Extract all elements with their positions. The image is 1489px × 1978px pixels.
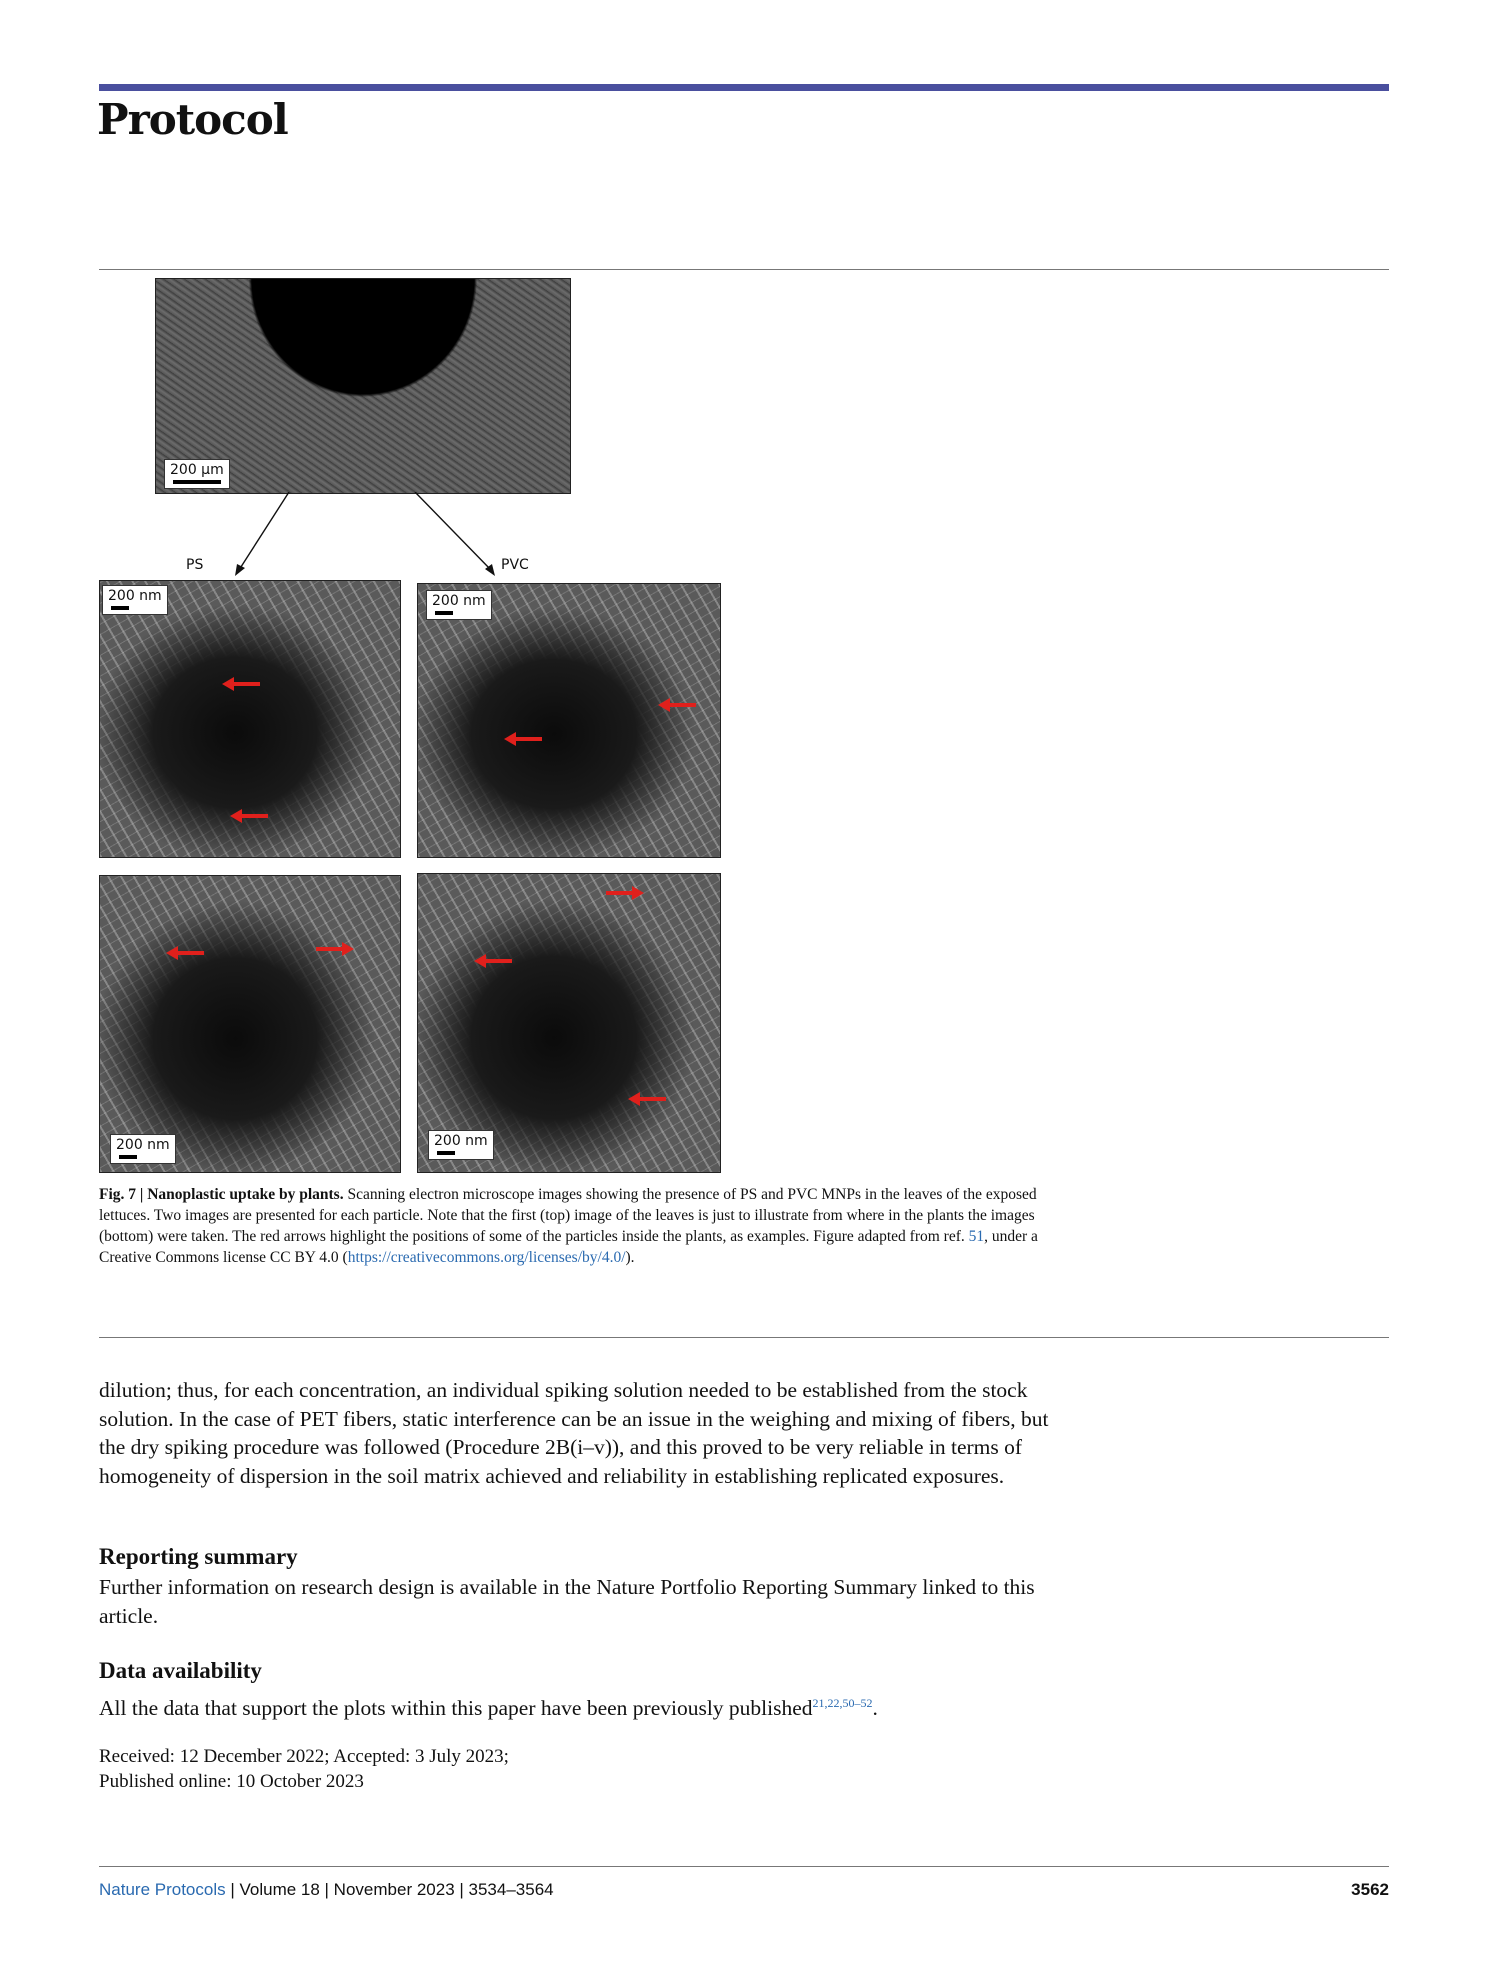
caption-text: Scanning electron microscope images showing the presence of PS and PVC MNPs in the leaves of the exposed lettuces. Two images are presented for each particle. Note that the first (top) image of the leaves is just to illustrate from where in the plants the images (bottom) were taken. The red arrows highlight the positions of some of the particles inside the plants, as examples. Figure adapted from ref. xyxy=(99,1186,1037,1245)
body-paragraph: dilution; thus, for each concentration, an individual spiking solution needed to be established from the stock solution. In the case of PET fibers, static interference can be an issue in the weighing and mixing of fibers, but the dry spiking procedure was followed (Procedure 2B(i–v)), and this proved to be very reliable in terms of homogeneity of dispersion in the soil matrix achieved and reliability in establishing replicated exposures. xyxy=(99,1378,1049,1488)
scale-bar-pvc-top: 200 nm xyxy=(426,590,492,620)
red-arrow xyxy=(166,946,206,960)
section-title: Protocol xyxy=(97,95,288,144)
published-online: Published online: 10 October 2023 xyxy=(99,1771,364,1792)
footer-rule xyxy=(99,1866,1389,1867)
sem-ps-top xyxy=(99,580,401,858)
sem-pvc-bottom xyxy=(417,873,721,1173)
arrow-to-pvc xyxy=(415,492,491,570)
arrow-to-ps xyxy=(239,492,289,570)
red-arrow xyxy=(658,698,698,712)
journal-name[interactable]: Nature Protocols xyxy=(99,1880,226,1899)
received-accepted: Received: 12 December 2022; Accepted: 3 July 2023; xyxy=(99,1746,509,1767)
page-number: 3562 xyxy=(1351,1880,1389,1899)
label-pvc: PVC xyxy=(501,557,529,573)
figure-top-rule xyxy=(99,269,1389,270)
scale-bar-overview: 200 µm xyxy=(164,459,230,489)
scale-bar-pvc-bottom: 200 nm xyxy=(428,1130,494,1160)
header-accent-bar xyxy=(99,84,1389,91)
reporting-summary-text: Further information on research design is available in the Nature Portfolio Reporting Summary linked to this article. xyxy=(99,1575,1035,1628)
scale-bar-ps-bottom: 200 nm xyxy=(110,1134,176,1164)
license-link[interactable]: https://creativecommons.org/licenses/by/4.0/ xyxy=(347,1249,626,1266)
sem-ps-bottom xyxy=(99,875,401,1173)
data-refs-link[interactable]: 21,22,50–52 xyxy=(812,1696,873,1710)
sem-overview-image xyxy=(155,278,571,494)
reporting-summary-heading: Reporting summary xyxy=(99,1544,298,1569)
sem-pvc-top xyxy=(417,583,721,858)
footer xyxy=(99,1880,554,1900)
caption-text-3: ). xyxy=(625,1249,635,1266)
publication-dates xyxy=(99,1744,509,1794)
figure-caption xyxy=(99,1184,1039,1268)
red-arrow xyxy=(604,886,644,900)
red-arrow xyxy=(628,1092,668,1106)
data-availability-text: All the data that support the plots within this paper have been previously published$^{21,22,50-52}$. xyxy=(99,1696,878,1721)
caption-ref-link[interactable]: 51 xyxy=(968,1228,985,1245)
arrowhead-ps xyxy=(235,564,245,576)
red-arrow xyxy=(504,732,544,746)
journal-details: | Volume 18 | November 2023 | 3534–3564 xyxy=(225,1880,554,1899)
figure-bottom-rule xyxy=(99,1337,1389,1338)
caption-label: Fig. 7 | Nanoplastic uptake by plants. xyxy=(99,1186,344,1203)
red-arrow xyxy=(474,954,514,968)
data-availability-heading: Data availability xyxy=(99,1658,262,1683)
caption-text-2: , under a Creative Commons license CC BY 4.0 ( xyxy=(99,1228,1038,1266)
red-arrow xyxy=(314,942,354,956)
red-arrow xyxy=(222,677,262,691)
figure-7 xyxy=(99,278,739,1182)
scale-bar-ps-top: 200 nm xyxy=(102,585,168,615)
red-arrow xyxy=(230,809,270,823)
label-ps: PS xyxy=(186,557,204,573)
